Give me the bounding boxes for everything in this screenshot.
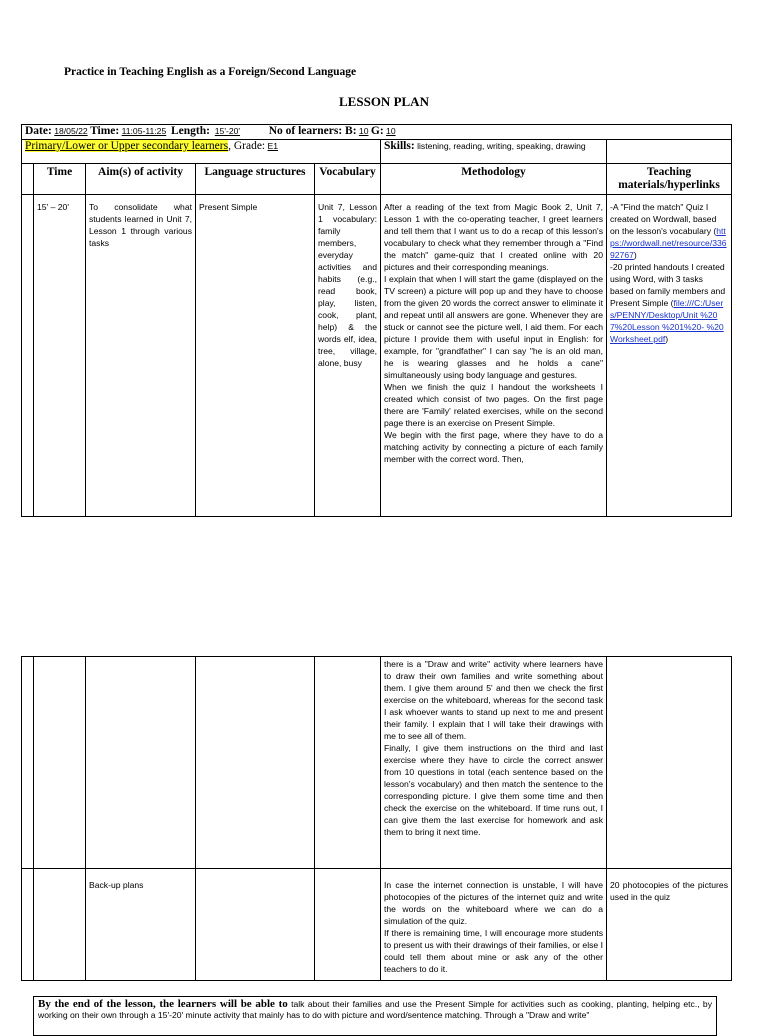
date-value: 18/05/22	[54, 126, 88, 136]
skills-label: Skills:	[384, 140, 415, 152]
learners-boys-label: No of learners: B:	[268, 125, 357, 137]
col-header-vocabulary: Vocabulary	[315, 164, 381, 195]
worksheet-file-link[interactable]: file:///C:/Users/PENNY/Desktop/Unit %207%20Lesson %201%20- %20Worksheet.pdf	[610, 298, 724, 344]
activity-time: 15' – 20'	[34, 195, 86, 517]
lesson-plan-table-bottom	[21, 656, 732, 981]
methodology	[381, 195, 607, 517]
teaching-materials: -A "Find the match" Quiz I created on Wordwall, based on the lesson's vocabulary (https://wordwall.net/resource/33692767) -20 printed handouts I created using Word, with 3 tasks based on family members and Present Simple (file:///C:/Users/PENNY/Desktop/Unit %207%20Lesson %201%20- %20Worksheet.pdf)	[607, 195, 732, 517]
length-value: 15'-20'	[214, 126, 241, 136]
col-header-language-structures: Language structures	[196, 164, 315, 195]
col-header-time: Time	[34, 164, 86, 195]
methodology-paragraph: In case the internet connection is unstable, I will have photocopies of the pictures of the internet quiz and write the words on the whiteboard where we can do a simulation of the quiz.	[384, 880, 603, 926]
grade-value: E1	[267, 141, 279, 151]
methodology-paragraph: If there is remaining time, I will encourage more students to present us with their drawings of their families, or else I could tell them about mine or ask any of the other teachers to do it.	[384, 928, 603, 974]
learners-girls-value: 10	[386, 126, 396, 136]
learners-girls-label: G:	[370, 125, 384, 137]
skills-value: listening, reading, writing, speaking, drawing	[417, 141, 586, 151]
date-label: Date:	[25, 125, 52, 137]
wordwall-link[interactable]: https://wordwall.net/resource/33692767	[610, 226, 727, 260]
table-row	[22, 869, 732, 981]
grade-label: , Grade:	[228, 140, 266, 152]
methodology-paragraph: Finally, I give them instructions on the third and last exercise where they have to circle the correct answer from 10 questions in total (each sentence based on the lesson's vocabulary) and then match the sentence to the corresponding picture. I give them some time and then check the exercise on the whiteboard. If time runs out, I can give them the last exercise for homework and ask them to bring it next time.	[384, 743, 603, 837]
info-row	[22, 125, 732, 140]
learner-level: Primary/Lower or Upper secondary learners	[25, 140, 229, 152]
methodology-paragraph: After a reading of the text from Magic Book 2, Unit 7, Lesson 1 with the co-operating teacher, I greet learners and tell them that I want us to do a recap of this lesson's vocabulary to check what they remember through a "Find the match" game-quiz that I created online with 20 pictures and their corresponding meanings.	[384, 202, 603, 272]
activity-aim: To consolidate what students learned in Unit 7, Lesson 1 through various tasks	[86, 195, 196, 517]
table-row	[22, 195, 732, 517]
learning-outcomes-box	[33, 996, 717, 1036]
outcomes-lead: By the end of the lesson, the learners will be able to	[38, 998, 288, 1010]
skills-cell	[381, 140, 607, 164]
document-title: LESSON PLAN	[339, 94, 429, 109]
methodology-paragraph: I explain that when I will start the game (displayed on the TV screen) a picture will pop up and they have to choose from the given 20 words the correct answer to eliminate it and repeat until all answers are gone. Whenever they are stuck or cannot see the picture well, I aid them. For each picture I provide them with useful input in English: for example, for "grandfather" I can say "he is an old man, he is wearing glasses and he holds a cane" simultaneously using body language and gestures.	[384, 274, 603, 380]
backup-methodology	[381, 869, 607, 981]
backup-materials: 20 photocopies of the pictures used in the quiz	[607, 869, 732, 981]
methodology-paragraph: We begin with the first page, where they have to do a matching activity by connecting a picture of each family member with the correct word. Then,	[384, 430, 603, 464]
level-cell	[22, 140, 381, 164]
learners-boys-value: 10	[358, 126, 369, 136]
col-header-aims: Aim(s) of activity	[86, 164, 196, 195]
col-header-methodology: Methodology	[381, 164, 607, 195]
language-structures: Present Simple	[196, 195, 315, 517]
col-header-materials: Teaching materials/hyperlinks	[607, 164, 732, 195]
table-row	[22, 657, 732, 869]
methodology-continued	[381, 657, 607, 869]
course-subject: Practice in Teaching English as a Foreign/Second Language	[64, 66, 357, 78]
outcomes-text: talk about their families and use the Present Simple for activities such as cooking, planting, helping etc., by working on their own through a 15'-20' minute activity that mainly has to do with picture and word/sentence matching. Through a "Draw and write"	[38, 999, 712, 1020]
backup-plans-label: Back-up plans	[86, 869, 196, 981]
length-label: Length:	[171, 125, 210, 137]
time-value: 11:05-11:25	[121, 126, 167, 136]
methodology-paragraph: there is a "Draw and write" activity where learners have to draw their own families and write something about them. I give them around 5' and then we check the first exercise on the whiteboard, whereas for the second task I ask whoever wants to stand up next to me and present their family. I explain that I will take their drawings with me to see all of them.	[384, 659, 603, 741]
methodology-paragraph: When we finish the quiz I handout the worksheets I created which consist of two pages. On the first page there are 'Family' related exercises, while on the second page there is an exercise on Present Simple.	[384, 382, 603, 428]
lesson-plan-table-top	[21, 124, 732, 517]
time-label: Time:	[90, 125, 120, 137]
vocabulary: Unit 7, Lesson 1 vocabulary: family members, everyday activities and habits (e.g., read book, play, listen, cook, plant, help) & the words elf, idea, tree, village, alone, busy	[315, 195, 381, 517]
